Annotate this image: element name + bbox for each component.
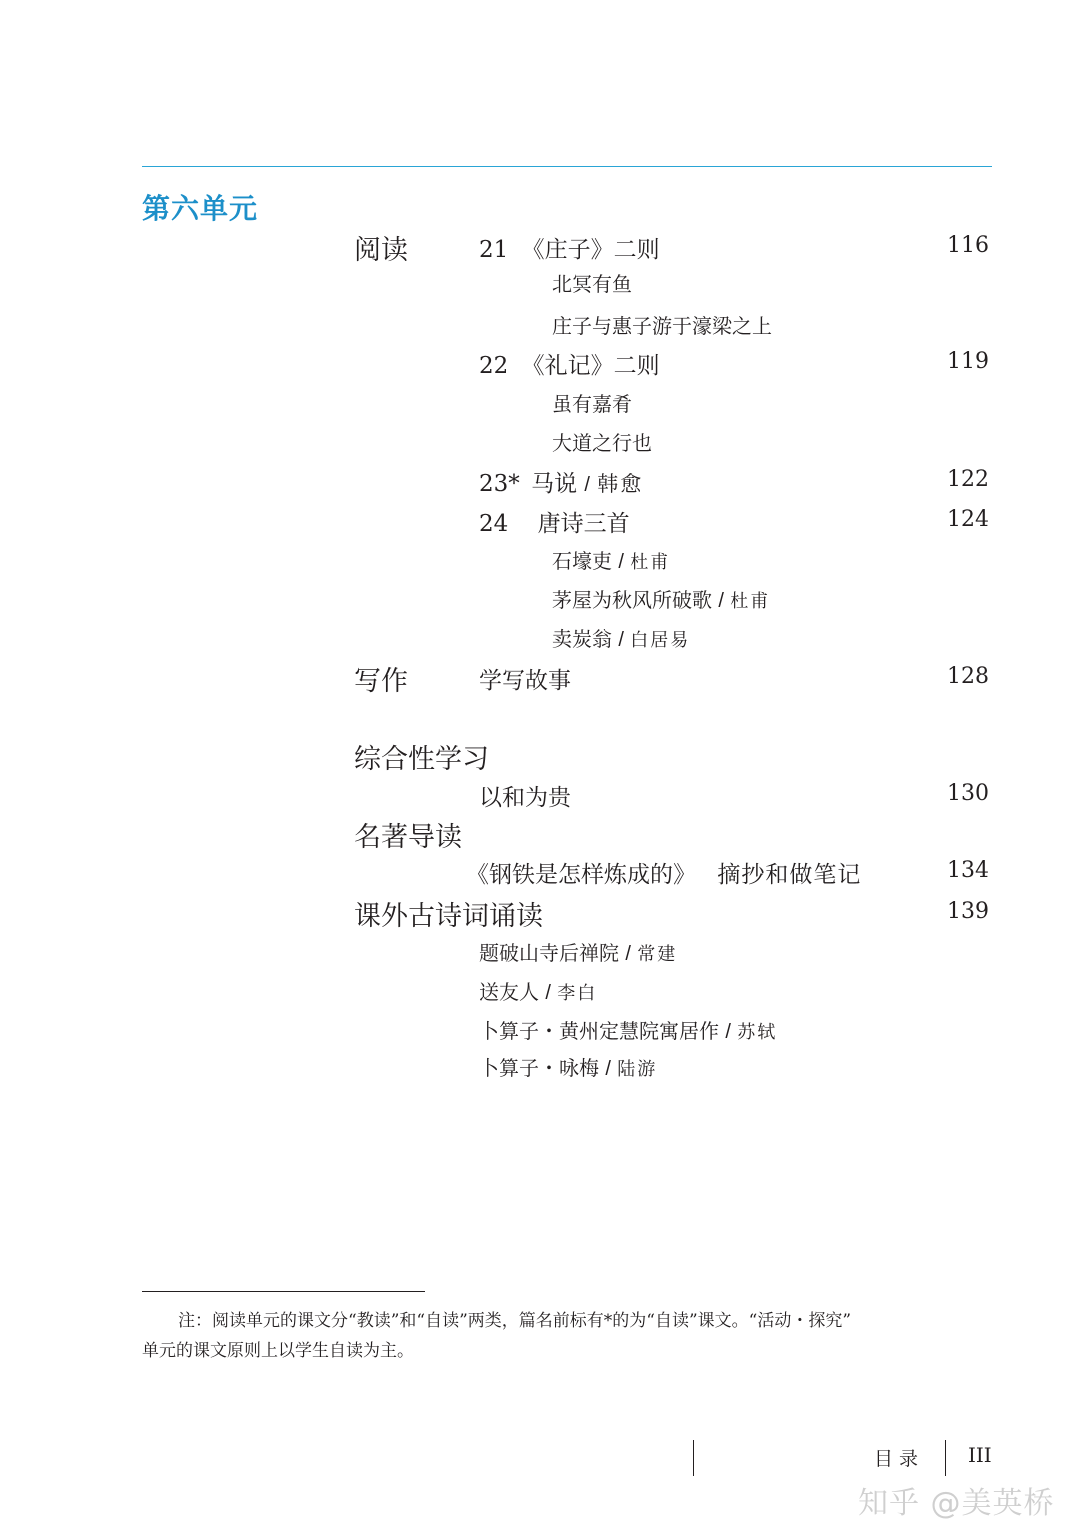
poem-title: 石壕吏 xyxy=(552,549,612,573)
slash: / xyxy=(618,551,624,573)
lesson-title: 唐诗三首 xyxy=(537,511,630,537)
lesson-21[interactable] xyxy=(479,231,660,264)
slash: / xyxy=(718,590,724,612)
section-writing-label: 写作 xyxy=(354,666,408,697)
section-comprehensive-label: 综合性学习 xyxy=(354,744,489,775)
footer-label: 目录 xyxy=(874,1448,925,1470)
author: 常建 xyxy=(637,944,678,965)
lesson-number: 24 xyxy=(479,511,509,537)
author: 陆游 xyxy=(617,1059,658,1080)
poem-title: 卜算子・咏梅 xyxy=(479,1056,599,1080)
poem-title: 卖炭翁 xyxy=(552,627,612,651)
slash: / xyxy=(725,1021,731,1043)
page-number: 134 xyxy=(947,858,989,883)
author: 李白 xyxy=(557,983,598,1004)
author: 杜甫 xyxy=(730,591,771,612)
page-number: 122 xyxy=(947,467,989,492)
author: 白居易 xyxy=(630,630,691,651)
sub-item[interactable]: 庄子与惠子游于濠梁之上 xyxy=(552,314,772,338)
section-classics-label: 名著导读 xyxy=(354,822,462,853)
classics-subtitle: 摘抄和做笔记 xyxy=(717,862,862,888)
footer-divider xyxy=(945,1440,946,1476)
footnote-line: 注：阅读单元的课文分“教读”和“自读”两类，篇名前标有*的为“自读”课文。“活动・探究” xyxy=(178,1311,852,1331)
footer-page-number: III xyxy=(968,1443,992,1467)
page-number: 130 xyxy=(947,781,989,806)
lesson-number: 23* xyxy=(479,471,520,497)
author: 苏轼 xyxy=(737,1022,778,1043)
lesson-number: 22 xyxy=(479,353,509,379)
top-rule xyxy=(142,166,992,167)
lesson-title: 《礼记》二则 xyxy=(521,353,660,379)
sub-item[interactable]: 虽有嘉肴 xyxy=(552,392,632,416)
writing-title[interactable]: 学写故事 xyxy=(479,668,571,694)
slash: / xyxy=(545,982,551,1004)
poem-title: 茅屋为秋风所破歌 xyxy=(552,588,712,612)
page-number: 116 xyxy=(947,233,989,258)
poem-item[interactable] xyxy=(552,545,670,574)
lesson-23[interactable] xyxy=(479,465,643,498)
classics-entry[interactable] xyxy=(466,856,861,889)
lesson-24[interactable] xyxy=(479,505,630,538)
poem-title: 题破山寺后禅院 xyxy=(479,941,619,965)
slash: / xyxy=(625,943,631,965)
sub-item[interactable]: 北冥有鱼 xyxy=(552,272,632,296)
lesson-22[interactable] xyxy=(479,347,660,380)
footnote xyxy=(142,1306,1008,1366)
poem-item[interactable] xyxy=(552,623,690,652)
footnote-rule xyxy=(142,1291,425,1292)
author: 杜甫 xyxy=(630,552,671,573)
page-number: 119 xyxy=(947,349,989,374)
footer-divider xyxy=(693,1440,694,1476)
footnote-line: 单元的课文原则上以学生自读为主。 xyxy=(142,1341,414,1361)
poem-title: 送友人 xyxy=(479,980,539,1004)
classics-title: 《钢铁是怎样炼成的》 xyxy=(466,862,696,888)
poem-item[interactable] xyxy=(479,1015,777,1044)
page-number: 139 xyxy=(947,899,989,924)
poem-item[interactable] xyxy=(479,976,597,1005)
sub-item[interactable]: 大道之行也 xyxy=(552,431,652,455)
watermark: 知乎 @美英桥 xyxy=(858,1486,1055,1521)
poem-item[interactable] xyxy=(552,584,770,613)
slash: / xyxy=(618,629,624,651)
unit-title: 第六单元 xyxy=(142,192,259,225)
lesson-number: 21 xyxy=(479,237,509,263)
comprehensive-title[interactable]: 以和为贵 xyxy=(479,785,571,811)
poem-item[interactable] xyxy=(479,937,677,966)
lesson-title: 马说 xyxy=(531,471,578,497)
author: 韩愈 xyxy=(597,472,644,496)
section-reading-label: 阅读 xyxy=(354,235,408,266)
poem-title: 卜算子・黄州定慧院寓居作 xyxy=(479,1019,719,1043)
slash: / xyxy=(605,1058,611,1080)
poem-item[interactable] xyxy=(479,1052,657,1081)
slash: / xyxy=(584,474,590,496)
lesson-title: 《庄子》二则 xyxy=(521,237,660,263)
page-number: 124 xyxy=(947,507,989,532)
page-number: 128 xyxy=(947,664,989,689)
section-poetry-label: 课外古诗词诵读 xyxy=(354,901,543,932)
